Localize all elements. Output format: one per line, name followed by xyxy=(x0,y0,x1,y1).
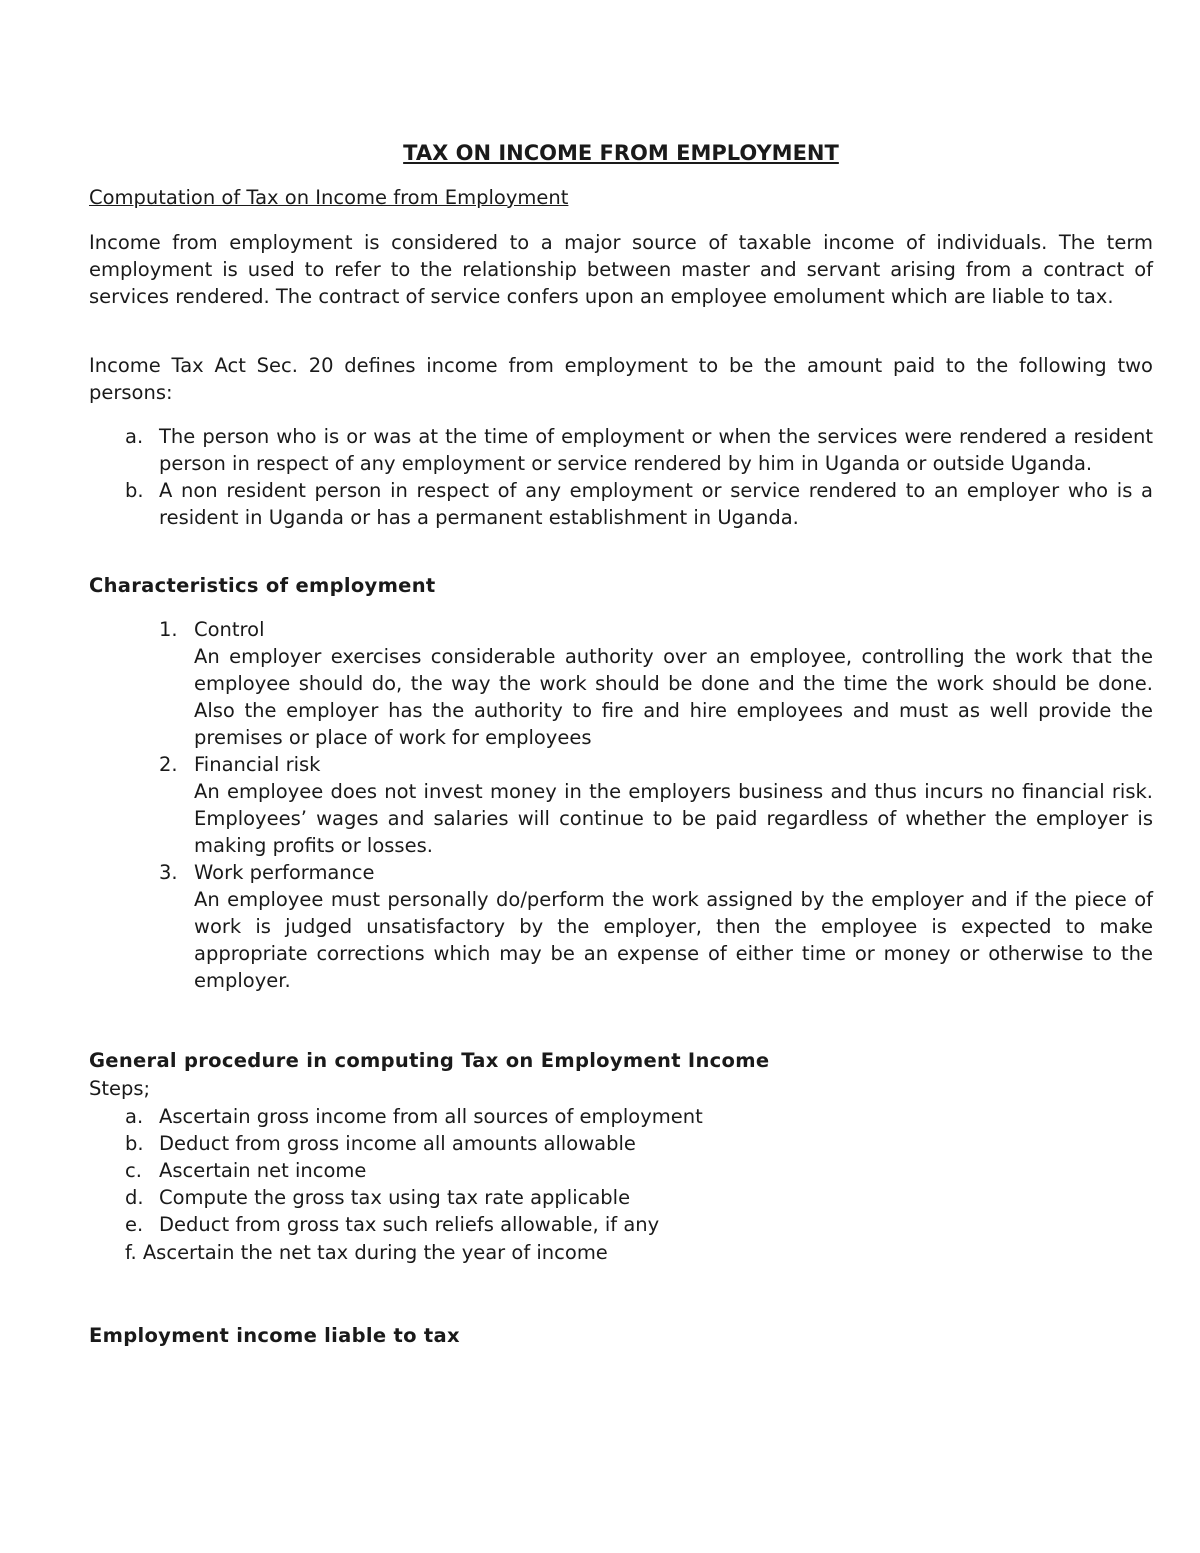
list-item-text: A non resident person in respect of any employment or service rendered to an employer who is a resident in Uganda or has a permanent establishment in Uganda. xyxy=(159,479,1153,529)
list-item xyxy=(89,1211,1153,1238)
computation-subheading: Computation of Tax on Income from Employment xyxy=(89,186,569,209)
list-item xyxy=(89,1130,1153,1157)
list-item xyxy=(89,1103,1153,1130)
characteristics-list xyxy=(89,616,1153,994)
characteristic-description: An employee does not invest money in the employers business and thus incurs no financial risk. Employees’ wages and salaries will continue to be paid regardless of whether the employer is making profits or losses. xyxy=(194,780,1153,857)
step-text: Ascertain gross income from all sources of employment xyxy=(159,1105,703,1128)
list-marker: c. xyxy=(125,1159,142,1182)
characteristics-heading: Characteristics of employment xyxy=(89,574,436,597)
list-item xyxy=(89,616,1153,751)
employment-income-heading: Employment income liable to tax xyxy=(89,1324,460,1347)
list-item xyxy=(89,423,1153,477)
characteristic-description: An employee must personally do/perform the work assigned by the employer and if the piece of work is judged unsatisfactory by the employer, then the employee is expected to make appropriate corrections which may be an expense of either time or money or otherwise to the employer. xyxy=(194,888,1153,992)
list-item xyxy=(89,1157,1153,1184)
steps-label: Steps; xyxy=(89,1077,151,1100)
list-marker: b. xyxy=(125,479,144,502)
step-text: Deduct from gross income all amounts allowable xyxy=(159,1132,636,1155)
list-marker: e. xyxy=(125,1213,144,1236)
list-marker: 3. xyxy=(159,861,178,884)
list-item xyxy=(89,859,1153,994)
sec20-paragraph: Income Tax Act Sec. 20 defines income from employment to be the amount paid to the following two persons: xyxy=(89,354,1153,404)
characteristic-title: Financial risk xyxy=(194,753,321,776)
step-text: Compute the gross tax using tax rate applicable xyxy=(159,1186,631,1209)
characteristic-title: Work performance xyxy=(194,861,375,884)
procedure-heading: General procedure in computing Tax on Employment Income xyxy=(89,1049,770,1072)
list-marker: a. xyxy=(125,1105,144,1128)
document-title: TAX ON INCOME FROM EMPLOYMENT xyxy=(403,141,839,165)
characteristic-title: Control xyxy=(194,618,265,641)
procedure-steps-list xyxy=(89,1103,1153,1238)
list-item-text: The person who is or was at the time of employment or when the services were rendered a resident person in respect of any employment or service rendered by him in Uganda or outside Uganda. xyxy=(159,425,1153,475)
list-item xyxy=(89,477,1153,531)
characteristic-description: An employer exercises considerable authority over an employee, controlling the work that the employee should do, the way the work should be done and the time the work should be done. Also the employer has the authority to fire and hire employees and must as well provide the premises or place of work for employees xyxy=(194,645,1153,749)
list-marker: b. xyxy=(125,1132,144,1155)
list-marker: 2. xyxy=(159,753,178,776)
step-text: Ascertain net income xyxy=(159,1159,367,1182)
step-text: Deduct from gross tax such reliefs allowable, if any xyxy=(159,1213,660,1236)
list-marker: 1. xyxy=(159,618,178,641)
list-item xyxy=(89,751,1153,859)
intro-paragraph: Income from employment is considered to a major source of taxable income of individuals. The term employment is used to refer to the relationship between master and servant arising from a contract of services rendered. The contract of service confers upon an employee emolument which are liable to tax. xyxy=(89,231,1153,308)
last-step: f. Ascertain the net tax during the year of income xyxy=(125,1241,608,1264)
list-item xyxy=(89,1184,1153,1211)
list-marker: a. xyxy=(125,425,144,448)
persons-list xyxy=(89,423,1153,531)
list-marker: d. xyxy=(125,1186,144,1209)
